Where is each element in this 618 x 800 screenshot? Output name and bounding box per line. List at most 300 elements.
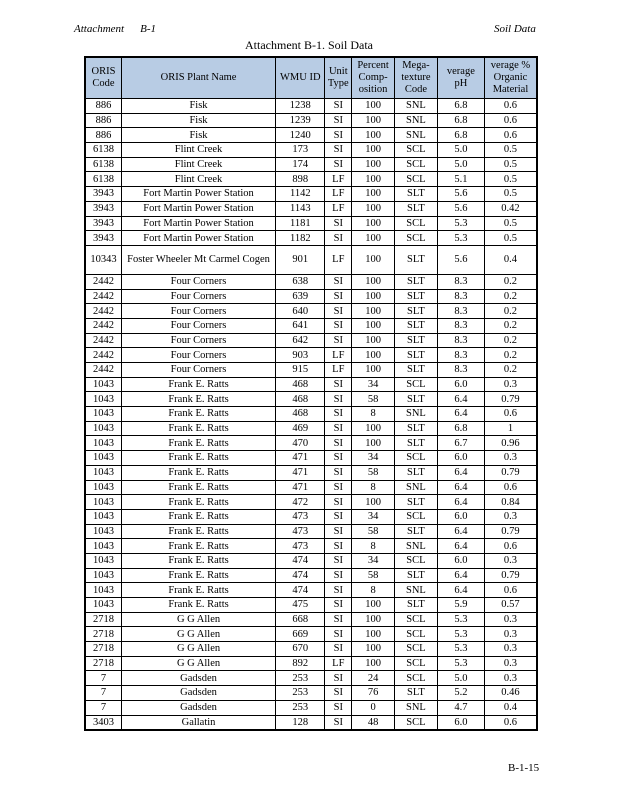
cell-wmu-id: 253 bbox=[276, 671, 325, 686]
cell-unit-type: SI bbox=[325, 407, 352, 422]
cell-average-ph: 6.4 bbox=[437, 568, 484, 583]
cell-wmu-id: 1240 bbox=[276, 128, 325, 143]
cell-megatexture-code: SCL bbox=[395, 377, 438, 392]
cell-wmu-id: 639 bbox=[276, 289, 325, 304]
cell-oris-code: 3943 bbox=[85, 216, 121, 231]
cell-percent-composition: 58 bbox=[352, 568, 395, 583]
cell-plant-name: Four Corners bbox=[121, 274, 275, 289]
cell-organic-material: 0.2 bbox=[484, 348, 537, 363]
cell-unit-type: SI bbox=[325, 539, 352, 554]
table-row bbox=[85, 686, 537, 701]
cell-megatexture-code: SNL bbox=[395, 407, 438, 422]
cell-oris-code: 2442 bbox=[85, 304, 121, 319]
cell-percent-composition: 100 bbox=[352, 642, 395, 657]
cell-percent-composition: 76 bbox=[352, 686, 395, 701]
cell-unit-type: SI bbox=[325, 421, 352, 436]
cell-megatexture-code: SLT bbox=[395, 363, 438, 378]
cell-percent-composition: 48 bbox=[352, 715, 395, 730]
table-row bbox=[85, 656, 537, 671]
cell-oris-code: 1043 bbox=[85, 451, 121, 466]
cell-plant-name: Four Corners bbox=[121, 348, 275, 363]
cell-plant-name: Foster Wheeler Mt Carmel Cogen bbox=[121, 245, 275, 274]
table-header-row bbox=[85, 57, 537, 99]
cell-megatexture-code: SLT bbox=[395, 598, 438, 613]
cell-plant-name: Frank E. Ratts bbox=[121, 377, 275, 392]
cell-wmu-id: 468 bbox=[276, 392, 325, 407]
cell-wmu-id: 474 bbox=[276, 568, 325, 583]
cell-wmu-id: 670 bbox=[276, 642, 325, 657]
cell-oris-code: 1043 bbox=[85, 465, 121, 480]
cell-megatexture-code: SLT bbox=[395, 318, 438, 333]
table-row bbox=[85, 318, 537, 333]
cell-percent-composition: 100 bbox=[352, 245, 395, 274]
cell-oris-code: 2718 bbox=[85, 612, 121, 627]
cell-organic-material: 0.5 bbox=[484, 172, 537, 187]
cell-wmu-id: 473 bbox=[276, 524, 325, 539]
table-row bbox=[85, 627, 537, 642]
cell-oris-code: 7 bbox=[85, 700, 121, 715]
cell-unit-type: SI bbox=[325, 612, 352, 627]
cell-average-ph: 6.8 bbox=[437, 99, 484, 114]
cell-average-ph: 6.8 bbox=[437, 113, 484, 128]
table-row bbox=[85, 348, 537, 363]
cell-plant-name: G G Allen bbox=[121, 656, 275, 671]
table-row bbox=[85, 143, 537, 158]
cell-plant-name: Frank E. Ratts bbox=[121, 436, 275, 451]
cell-megatexture-code: SLT bbox=[395, 245, 438, 274]
cell-plant-name: Frank E. Ratts bbox=[121, 598, 275, 613]
cell-megatexture-code: SLT bbox=[395, 304, 438, 319]
cell-percent-composition: 8 bbox=[352, 480, 395, 495]
cell-plant-name: Four Corners bbox=[121, 333, 275, 348]
cell-organic-material: 0.4 bbox=[484, 700, 537, 715]
cell-organic-material: 0.5 bbox=[484, 187, 537, 202]
cell-wmu-id: 641 bbox=[276, 318, 325, 333]
cell-wmu-id: 473 bbox=[276, 539, 325, 554]
cell-average-ph: 5.1 bbox=[437, 172, 484, 187]
cell-wmu-id: 668 bbox=[276, 612, 325, 627]
col-header-percent-composition: Percent Comp- osition bbox=[352, 57, 395, 99]
cell-organic-material: 0.79 bbox=[484, 568, 537, 583]
cell-plant-name: Flint Creek bbox=[121, 143, 275, 158]
cell-oris-code: 3943 bbox=[85, 187, 121, 202]
cell-unit-type: SI bbox=[325, 318, 352, 333]
cell-average-ph: 5.0 bbox=[437, 157, 484, 172]
cell-organic-material: 0.2 bbox=[484, 304, 537, 319]
col-header-organic-material: verage % Organic Material bbox=[484, 57, 537, 99]
cell-megatexture-code: SLT bbox=[395, 187, 438, 202]
cell-plant-name: G G Allen bbox=[121, 642, 275, 657]
cell-percent-composition: 34 bbox=[352, 451, 395, 466]
cell-percent-composition: 24 bbox=[352, 671, 395, 686]
table-row bbox=[85, 451, 537, 466]
cell-percent-composition: 100 bbox=[352, 612, 395, 627]
cell-unit-type: LF bbox=[325, 363, 352, 378]
cell-organic-material: 0.57 bbox=[484, 598, 537, 613]
cell-unit-type: SI bbox=[325, 392, 352, 407]
cell-megatexture-code: SLT bbox=[395, 348, 438, 363]
cell-unit-type: LF bbox=[325, 201, 352, 216]
cell-megatexture-code: SCL bbox=[395, 671, 438, 686]
cell-average-ph: 6.0 bbox=[437, 377, 484, 392]
cell-average-ph: 5.3 bbox=[437, 642, 484, 657]
cell-unit-type: SI bbox=[325, 715, 352, 730]
table-row bbox=[85, 113, 537, 128]
cell-wmu-id: 903 bbox=[276, 348, 325, 363]
cell-wmu-id: 669 bbox=[276, 627, 325, 642]
cell-plant-name: Fort Martin Power Station bbox=[121, 231, 275, 246]
cell-average-ph: 5.3 bbox=[437, 656, 484, 671]
cell-organic-material: 0.5 bbox=[484, 216, 537, 231]
cell-average-ph: 6.4 bbox=[437, 583, 484, 598]
cell-oris-code: 1043 bbox=[85, 509, 121, 524]
cell-unit-type: SI bbox=[325, 157, 352, 172]
cell-unit-type: SI bbox=[325, 671, 352, 686]
cell-megatexture-code: SNL bbox=[395, 700, 438, 715]
cell-organic-material: 0.3 bbox=[484, 451, 537, 466]
cell-organic-material: 0.2 bbox=[484, 274, 537, 289]
table-row bbox=[85, 583, 537, 598]
cell-unit-type: SI bbox=[325, 495, 352, 510]
cell-wmu-id: 1239 bbox=[276, 113, 325, 128]
cell-unit-type: SI bbox=[325, 333, 352, 348]
table-row bbox=[85, 231, 537, 246]
cell-oris-code: 1043 bbox=[85, 583, 121, 598]
table-row bbox=[85, 363, 537, 378]
cell-average-ph: 6.4 bbox=[437, 392, 484, 407]
cell-oris-code: 2442 bbox=[85, 318, 121, 333]
cell-average-ph: 5.3 bbox=[437, 627, 484, 642]
table-row bbox=[85, 377, 537, 392]
cell-megatexture-code: SCL bbox=[395, 157, 438, 172]
cell-organic-material: 0.6 bbox=[484, 99, 537, 114]
cell-oris-code: 886 bbox=[85, 128, 121, 143]
cell-plant-name: Gallatin bbox=[121, 715, 275, 730]
cell-unit-type: SI bbox=[325, 99, 352, 114]
cell-unit-type: SI bbox=[325, 274, 352, 289]
cell-unit-type: SI bbox=[325, 583, 352, 598]
cell-percent-composition: 100 bbox=[352, 128, 395, 143]
table-row bbox=[85, 671, 537, 686]
cell-megatexture-code: SNL bbox=[395, 113, 438, 128]
table-title: Attachment B-1. Soil Data bbox=[245, 38, 373, 52]
soil-data-table bbox=[84, 56, 538, 731]
table-row bbox=[85, 509, 537, 524]
cell-average-ph: 5.3 bbox=[437, 612, 484, 627]
cell-wmu-id: 640 bbox=[276, 304, 325, 319]
table-row bbox=[85, 274, 537, 289]
cell-oris-code: 3943 bbox=[85, 201, 121, 216]
cell-average-ph: 6.0 bbox=[437, 715, 484, 730]
cell-megatexture-code: SLT bbox=[395, 436, 438, 451]
cell-wmu-id: 474 bbox=[276, 583, 325, 598]
cell-unit-type: SI bbox=[325, 231, 352, 246]
table-row bbox=[85, 598, 537, 613]
table-row bbox=[85, 157, 537, 172]
cell-megatexture-code: SLT bbox=[395, 568, 438, 583]
running-header-right: Soil Data bbox=[494, 23, 536, 35]
col-header-megatexture-code: Mega- texture Code bbox=[395, 57, 438, 99]
cell-average-ph: 6.8 bbox=[437, 421, 484, 436]
cell-oris-code: 1043 bbox=[85, 539, 121, 554]
cell-unit-type: SI bbox=[325, 700, 352, 715]
cell-unit-type: SI bbox=[325, 627, 352, 642]
cell-unit-type: SI bbox=[325, 642, 352, 657]
cell-unit-type: SI bbox=[325, 598, 352, 613]
cell-unit-type: LF bbox=[325, 172, 352, 187]
cell-organic-material: 0.3 bbox=[484, 642, 537, 657]
cell-average-ph: 5.3 bbox=[437, 231, 484, 246]
cell-plant-name: Fisk bbox=[121, 128, 275, 143]
table-row bbox=[85, 304, 537, 319]
cell-plant-name: Flint Creek bbox=[121, 172, 275, 187]
cell-organic-material: 0.3 bbox=[484, 377, 537, 392]
cell-wmu-id: 471 bbox=[276, 480, 325, 495]
col-header-wmu-id: WMU ID bbox=[276, 57, 325, 99]
cell-megatexture-code: SLT bbox=[395, 686, 438, 701]
cell-organic-material: 0.42 bbox=[484, 201, 537, 216]
cell-organic-material: 0.46 bbox=[484, 686, 537, 701]
cell-percent-composition: 100 bbox=[352, 99, 395, 114]
cell-percent-composition: 100 bbox=[352, 201, 395, 216]
table-row bbox=[85, 201, 537, 216]
table-row bbox=[85, 99, 537, 114]
table-row bbox=[85, 421, 537, 436]
cell-megatexture-code: SNL bbox=[395, 128, 438, 143]
cell-megatexture-code: SNL bbox=[395, 480, 438, 495]
cell-plant-name: Frank E. Ratts bbox=[121, 495, 275, 510]
cell-unit-type: SI bbox=[325, 509, 352, 524]
cell-megatexture-code: SCL bbox=[395, 143, 438, 158]
cell-percent-composition: 100 bbox=[352, 304, 395, 319]
cell-percent-composition: 100 bbox=[352, 157, 395, 172]
cell-megatexture-code: SCL bbox=[395, 172, 438, 187]
cell-organic-material: 0.3 bbox=[484, 627, 537, 642]
cell-plant-name: Frank E. Ratts bbox=[121, 480, 275, 495]
cell-wmu-id: 468 bbox=[276, 407, 325, 422]
cell-plant-name: Fort Martin Power Station bbox=[121, 201, 275, 216]
cell-unit-type: SI bbox=[325, 377, 352, 392]
cell-percent-composition: 100 bbox=[352, 333, 395, 348]
cell-wmu-id: 253 bbox=[276, 700, 325, 715]
cell-wmu-id: 1181 bbox=[276, 216, 325, 231]
cell-organic-material: 0.3 bbox=[484, 612, 537, 627]
cell-average-ph: 6.4 bbox=[437, 480, 484, 495]
cell-percent-composition: 58 bbox=[352, 392, 395, 407]
cell-average-ph: 5.6 bbox=[437, 187, 484, 202]
cell-oris-code: 886 bbox=[85, 113, 121, 128]
cell-oris-code: 886 bbox=[85, 99, 121, 114]
cell-unit-type: SI bbox=[325, 436, 352, 451]
cell-average-ph: 6.0 bbox=[437, 509, 484, 524]
cell-percent-composition: 100 bbox=[352, 598, 395, 613]
cell-oris-code: 1043 bbox=[85, 436, 121, 451]
cell-organic-material: 0.84 bbox=[484, 495, 537, 510]
cell-organic-material: 0.5 bbox=[484, 157, 537, 172]
cell-wmu-id: 475 bbox=[276, 598, 325, 613]
cell-oris-code: 2442 bbox=[85, 289, 121, 304]
cell-wmu-id: 1142 bbox=[276, 187, 325, 202]
cell-plant-name: Four Corners bbox=[121, 289, 275, 304]
cell-unit-type: SI bbox=[325, 113, 352, 128]
cell-megatexture-code: SCL bbox=[395, 642, 438, 657]
cell-oris-code: 1043 bbox=[85, 598, 121, 613]
cell-plant-name: Four Corners bbox=[121, 304, 275, 319]
cell-average-ph: 5.0 bbox=[437, 671, 484, 686]
table-row bbox=[85, 333, 537, 348]
page-number: B-1-15 bbox=[508, 762, 540, 774]
cell-average-ph: 6.4 bbox=[437, 495, 484, 510]
cell-average-ph: 6.7 bbox=[437, 436, 484, 451]
cell-unit-type: LF bbox=[325, 656, 352, 671]
cell-plant-name: Gadsden bbox=[121, 700, 275, 715]
cell-organic-material: 0.79 bbox=[484, 465, 537, 480]
cell-unit-type: SI bbox=[325, 128, 352, 143]
cell-organic-material: 0.2 bbox=[484, 333, 537, 348]
cell-megatexture-code: SLT bbox=[395, 333, 438, 348]
cell-plant-name: Four Corners bbox=[121, 318, 275, 333]
cell-plant-name: Frank E. Ratts bbox=[121, 509, 275, 524]
cell-megatexture-code: SLT bbox=[395, 289, 438, 304]
cell-oris-code: 6138 bbox=[85, 143, 121, 158]
cell-percent-composition: 100 bbox=[352, 187, 395, 202]
cell-unit-type: SI bbox=[325, 451, 352, 466]
cell-plant-name: Frank E. Ratts bbox=[121, 465, 275, 480]
table-body bbox=[85, 99, 537, 731]
cell-oris-code: 2442 bbox=[85, 333, 121, 348]
cell-oris-code: 1043 bbox=[85, 392, 121, 407]
table-row bbox=[85, 392, 537, 407]
cell-organic-material: 0.79 bbox=[484, 392, 537, 407]
cell-percent-composition: 8 bbox=[352, 539, 395, 554]
cell-average-ph: 5.9 bbox=[437, 598, 484, 613]
cell-oris-code: 1043 bbox=[85, 407, 121, 422]
cell-percent-composition: 100 bbox=[352, 289, 395, 304]
cell-unit-type: SI bbox=[325, 216, 352, 231]
cell-oris-code: 2718 bbox=[85, 627, 121, 642]
cell-average-ph: 6.0 bbox=[437, 451, 484, 466]
cell-average-ph: 6.4 bbox=[437, 407, 484, 422]
cell-megatexture-code: SLT bbox=[395, 421, 438, 436]
cell-wmu-id: 1182 bbox=[276, 231, 325, 246]
cell-plant-name: Frank E. Ratts bbox=[121, 392, 275, 407]
cell-megatexture-code: SCL bbox=[395, 451, 438, 466]
cell-organic-material: 0.96 bbox=[484, 436, 537, 451]
table-row bbox=[85, 495, 537, 510]
cell-megatexture-code: SLT bbox=[395, 465, 438, 480]
cell-plant-name: Fisk bbox=[121, 99, 275, 114]
cell-average-ph: 5.0 bbox=[437, 143, 484, 158]
cell-wmu-id: 472 bbox=[276, 495, 325, 510]
cell-percent-composition: 100 bbox=[352, 436, 395, 451]
cell-unit-type: SI bbox=[325, 304, 352, 319]
cell-wmu-id: 1143 bbox=[276, 201, 325, 216]
cell-unit-type: SI bbox=[325, 289, 352, 304]
cell-wmu-id: 915 bbox=[276, 363, 325, 378]
cell-average-ph: 8.3 bbox=[437, 318, 484, 333]
cell-oris-code: 7 bbox=[85, 671, 121, 686]
cell-oris-code: 1043 bbox=[85, 377, 121, 392]
cell-organic-material: 0.3 bbox=[484, 671, 537, 686]
cell-wmu-id: 468 bbox=[276, 377, 325, 392]
cell-percent-composition: 100 bbox=[352, 274, 395, 289]
cell-average-ph: 6.0 bbox=[437, 553, 484, 568]
cell-percent-composition: 100 bbox=[352, 363, 395, 378]
cell-percent-composition: 34 bbox=[352, 377, 395, 392]
cell-percent-composition: 0 bbox=[352, 700, 395, 715]
cell-unit-type: LF bbox=[325, 245, 352, 274]
cell-oris-code: 10343 bbox=[85, 245, 121, 274]
cell-wmu-id: 892 bbox=[276, 656, 325, 671]
cell-wmu-id: 471 bbox=[276, 451, 325, 466]
cell-plant-name: Fisk bbox=[121, 113, 275, 128]
cell-megatexture-code: SCL bbox=[395, 627, 438, 642]
cell-oris-code: 7 bbox=[85, 686, 121, 701]
running-header-left bbox=[74, 23, 156, 35]
cell-oris-code: 1043 bbox=[85, 480, 121, 495]
attachment-id: B-1 bbox=[140, 23, 156, 35]
cell-percent-composition: 100 bbox=[352, 348, 395, 363]
cell-wmu-id: 473 bbox=[276, 509, 325, 524]
cell-oris-code: 6138 bbox=[85, 157, 121, 172]
table-row bbox=[85, 436, 537, 451]
cell-organic-material: 0.6 bbox=[484, 113, 537, 128]
cell-wmu-id: 253 bbox=[276, 686, 325, 701]
cell-plant-name: Frank E. Ratts bbox=[121, 553, 275, 568]
cell-oris-code: 1043 bbox=[85, 524, 121, 539]
cell-wmu-id: 642 bbox=[276, 333, 325, 348]
cell-wmu-id: 474 bbox=[276, 553, 325, 568]
cell-average-ph: 6.4 bbox=[437, 524, 484, 539]
cell-plant-name: G G Allen bbox=[121, 612, 275, 627]
cell-percent-composition: 100 bbox=[352, 172, 395, 187]
cell-percent-composition: 58 bbox=[352, 465, 395, 480]
cell-organic-material: 0.6 bbox=[484, 128, 537, 143]
cell-megatexture-code: SLT bbox=[395, 524, 438, 539]
cell-plant-name: Frank E. Ratts bbox=[121, 421, 275, 436]
cell-unit-type: SI bbox=[325, 465, 352, 480]
cell-organic-material: 0.79 bbox=[484, 524, 537, 539]
cell-organic-material: 0.2 bbox=[484, 289, 537, 304]
cell-oris-code: 1043 bbox=[85, 568, 121, 583]
cell-percent-composition: 100 bbox=[352, 231, 395, 246]
cell-oris-code: 1043 bbox=[85, 495, 121, 510]
cell-oris-code: 2442 bbox=[85, 363, 121, 378]
cell-plant-name: Frank E. Ratts bbox=[121, 451, 275, 466]
cell-plant-name: Frank E. Ratts bbox=[121, 568, 275, 583]
cell-organic-material: 0.6 bbox=[484, 407, 537, 422]
table-row bbox=[85, 187, 537, 202]
cell-megatexture-code: SCL bbox=[395, 553, 438, 568]
cell-megatexture-code: SCL bbox=[395, 216, 438, 231]
attachment-label: Attachment bbox=[74, 23, 125, 35]
cell-megatexture-code: SNL bbox=[395, 539, 438, 554]
table-row bbox=[85, 172, 537, 187]
cell-unit-type: SI bbox=[325, 480, 352, 495]
cell-unit-type: SI bbox=[325, 686, 352, 701]
cell-average-ph: 6.4 bbox=[437, 465, 484, 480]
cell-megatexture-code: SCL bbox=[395, 715, 438, 730]
cell-plant-name: Frank E. Ratts bbox=[121, 524, 275, 539]
table-row bbox=[85, 700, 537, 715]
cell-oris-code: 2442 bbox=[85, 348, 121, 363]
table-row bbox=[85, 216, 537, 231]
cell-average-ph: 5.3 bbox=[437, 216, 484, 231]
cell-wmu-id: 901 bbox=[276, 245, 325, 274]
cell-plant-name: Four Corners bbox=[121, 363, 275, 378]
cell-megatexture-code: SCL bbox=[395, 231, 438, 246]
table-row bbox=[85, 524, 537, 539]
